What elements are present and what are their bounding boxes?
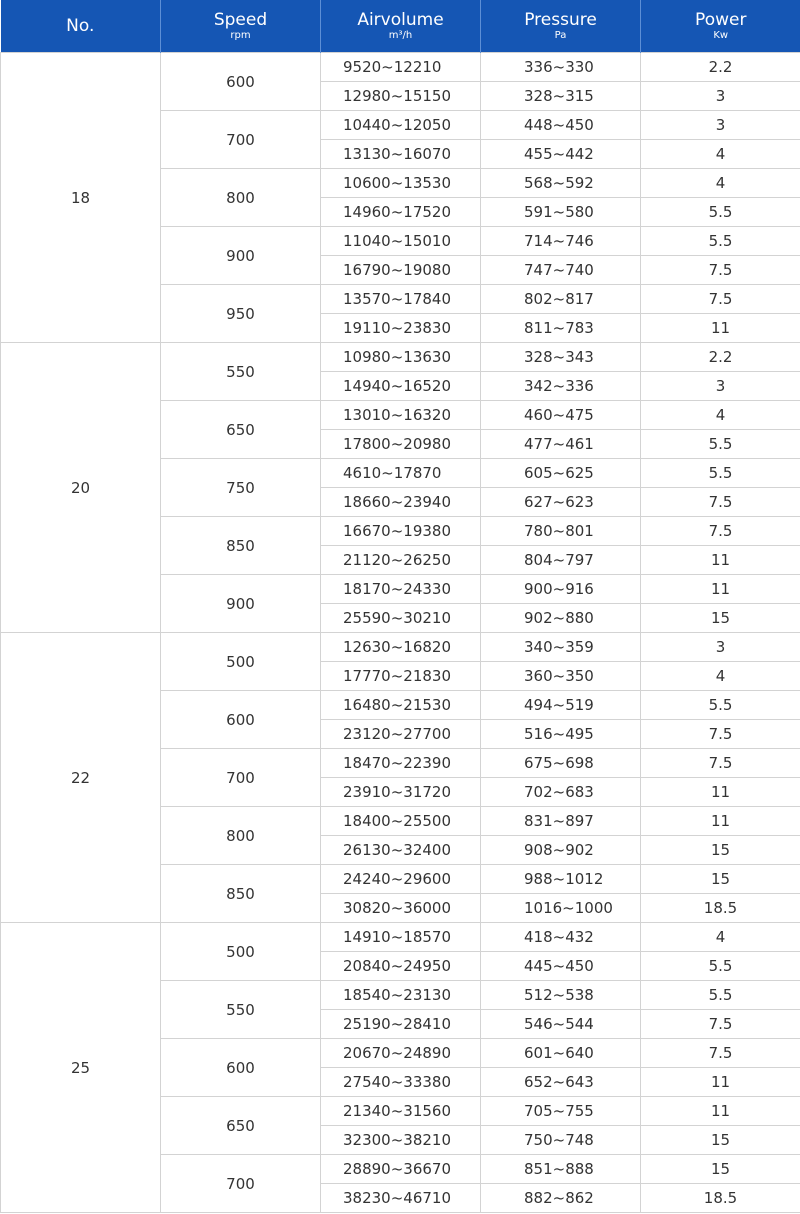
cell-airvolume: 4610~17870 bbox=[321, 459, 481, 488]
header-power-unit: Kw bbox=[713, 30, 729, 41]
cell-power: 7.5 bbox=[641, 720, 800, 749]
cell-power: 3 bbox=[641, 372, 800, 401]
cell-airvolume: 13010~16320 bbox=[321, 401, 481, 430]
header-airvolume-title: Airvolume bbox=[357, 10, 444, 30]
cell-power: 7.5 bbox=[641, 1010, 800, 1039]
cell-power: 15 bbox=[641, 1126, 800, 1155]
cell-speed: 550 bbox=[161, 343, 321, 401]
cell-power: 3 bbox=[641, 111, 800, 140]
cell-pressure: 512~538 bbox=[481, 981, 641, 1010]
table-row bbox=[1, 633, 800, 662]
cell-no: 25 bbox=[1, 923, 161, 1213]
cell-pressure: 900~916 bbox=[481, 575, 641, 604]
cell-power: 5.5 bbox=[641, 198, 800, 227]
cell-pressure: 802~817 bbox=[481, 285, 641, 314]
cell-pressure: 336~330 bbox=[481, 53, 641, 82]
cell-pressure: 494~519 bbox=[481, 691, 641, 720]
cell-speed: 500 bbox=[161, 923, 321, 981]
cell-power: 11 bbox=[641, 1068, 800, 1097]
cell-power: 11 bbox=[641, 575, 800, 604]
cell-pressure: 702~683 bbox=[481, 778, 641, 807]
header-pressure-unit: Pa bbox=[554, 30, 567, 41]
cell-airvolume: 13570~17840 bbox=[321, 285, 481, 314]
header-row bbox=[1, 0, 800, 53]
cell-speed: 700 bbox=[161, 749, 321, 807]
cell-pressure: 342~336 bbox=[481, 372, 641, 401]
cell-power: 4 bbox=[641, 140, 800, 169]
cell-power: 7.5 bbox=[641, 749, 800, 778]
cell-airvolume: 16670~19380 bbox=[321, 517, 481, 546]
cell-pressure: 1016~1000 bbox=[481, 894, 641, 923]
cell-airvolume: 21120~26250 bbox=[321, 546, 481, 575]
cell-speed: 900 bbox=[161, 227, 321, 285]
cell-pressure: 780~801 bbox=[481, 517, 641, 546]
cell-airvolume: 12980~15150 bbox=[321, 82, 481, 111]
cell-airvolume: 32300~38210 bbox=[321, 1126, 481, 1155]
cell-power: 5.5 bbox=[641, 952, 800, 981]
cell-pressure: 851~888 bbox=[481, 1155, 641, 1184]
cell-pressure: 591~580 bbox=[481, 198, 641, 227]
cell-airvolume: 9520~12210 bbox=[321, 53, 481, 82]
cell-power: 3 bbox=[641, 82, 800, 111]
cell-pressure: 652~643 bbox=[481, 1068, 641, 1097]
cell-power: 5.5 bbox=[641, 430, 800, 459]
cell-power: 11 bbox=[641, 1097, 800, 1126]
header-airvolume-unit: m³/h bbox=[388, 30, 413, 41]
cell-power: 5.5 bbox=[641, 981, 800, 1010]
cell-airvolume: 20840~24950 bbox=[321, 952, 481, 981]
cell-airvolume: 38230~46710 bbox=[321, 1184, 481, 1213]
cell-pressure: 675~698 bbox=[481, 749, 641, 778]
cell-speed: 900 bbox=[161, 575, 321, 633]
cell-speed: 650 bbox=[161, 401, 321, 459]
cell-power: 7.5 bbox=[641, 488, 800, 517]
cell-pressure: 360~350 bbox=[481, 662, 641, 691]
cell-speed: 850 bbox=[161, 517, 321, 575]
cell-airvolume: 13130~16070 bbox=[321, 140, 481, 169]
cell-airvolume: 18170~24330 bbox=[321, 575, 481, 604]
cell-power: 15 bbox=[641, 1155, 800, 1184]
cell-airvolume: 24240~29600 bbox=[321, 865, 481, 894]
cell-speed: 950 bbox=[161, 285, 321, 343]
table-row bbox=[1, 923, 800, 952]
cell-power: 7.5 bbox=[641, 256, 800, 285]
table-row bbox=[1, 343, 800, 372]
cell-speed: 700 bbox=[161, 1155, 321, 1213]
cell-pressure: 714~746 bbox=[481, 227, 641, 256]
cell-power: 5.5 bbox=[641, 691, 800, 720]
header-pressure-title: Pressure bbox=[524, 10, 597, 30]
cell-power: 4 bbox=[641, 923, 800, 952]
cell-airvolume: 17770~21830 bbox=[321, 662, 481, 691]
cell-pressure: 902~880 bbox=[481, 604, 641, 633]
cell-airvolume: 25190~28410 bbox=[321, 1010, 481, 1039]
header-power-title: Power bbox=[695, 10, 747, 30]
cell-pressure: 831~897 bbox=[481, 807, 641, 836]
table-header bbox=[1, 0, 800, 53]
cell-power: 5.5 bbox=[641, 227, 800, 256]
cell-power: 4 bbox=[641, 169, 800, 198]
cell-airvolume: 11040~15010 bbox=[321, 227, 481, 256]
cell-airvolume: 16480~21530 bbox=[321, 691, 481, 720]
cell-pressure: 605~625 bbox=[481, 459, 641, 488]
header-power bbox=[641, 0, 800, 53]
cell-pressure: 455~442 bbox=[481, 140, 641, 169]
cell-pressure: 516~495 bbox=[481, 720, 641, 749]
cell-airvolume: 27540~33380 bbox=[321, 1068, 481, 1097]
header-airvolume bbox=[321, 0, 481, 53]
cell-speed: 800 bbox=[161, 169, 321, 227]
cell-pressure: 568~592 bbox=[481, 169, 641, 198]
cell-pressure: 418~432 bbox=[481, 923, 641, 952]
cell-power: 18.5 bbox=[641, 894, 800, 923]
cell-power: 11 bbox=[641, 314, 800, 343]
cell-airvolume: 18540~23130 bbox=[321, 981, 481, 1010]
cell-power: 7.5 bbox=[641, 1039, 800, 1068]
cell-pressure: 811~783 bbox=[481, 314, 641, 343]
cell-speed: 850 bbox=[161, 865, 321, 923]
cell-power: 15 bbox=[641, 604, 800, 633]
cell-pressure: 627~623 bbox=[481, 488, 641, 517]
cell-airvolume: 14910~18570 bbox=[321, 923, 481, 952]
cell-speed: 700 bbox=[161, 111, 321, 169]
cell-speed: 600 bbox=[161, 53, 321, 111]
cell-airvolume: 23910~31720 bbox=[321, 778, 481, 807]
cell-pressure: 988~1012 bbox=[481, 865, 641, 894]
cell-power: 11 bbox=[641, 546, 800, 575]
cell-power: 3 bbox=[641, 633, 800, 662]
cell-pressure: 460~475 bbox=[481, 401, 641, 430]
cell-airvolume: 21340~31560 bbox=[321, 1097, 481, 1126]
table-row bbox=[1, 53, 800, 82]
cell-power: 11 bbox=[641, 807, 800, 836]
header-no bbox=[1, 0, 161, 53]
cell-power: 7.5 bbox=[641, 285, 800, 314]
cell-airvolume: 14940~16520 bbox=[321, 372, 481, 401]
cell-pressure: 747~740 bbox=[481, 256, 641, 285]
cell-airvolume: 30820~36000 bbox=[321, 894, 481, 923]
cell-power: 18.5 bbox=[641, 1184, 800, 1213]
cell-speed: 600 bbox=[161, 691, 321, 749]
cell-no: 18 bbox=[1, 53, 161, 343]
header-speed-title: Speed bbox=[213, 10, 268, 30]
cell-airvolume: 10440~12050 bbox=[321, 111, 481, 140]
cell-pressure: 908~902 bbox=[481, 836, 641, 865]
cell-airvolume: 18470~22390 bbox=[321, 749, 481, 778]
cell-power: 2.2 bbox=[641, 343, 800, 372]
header-no-title: No. bbox=[66, 16, 95, 36]
cell-pressure: 340~359 bbox=[481, 633, 641, 662]
cell-airvolume: 28890~36670 bbox=[321, 1155, 481, 1184]
cell-speed: 750 bbox=[161, 459, 321, 517]
cell-pressure: 445~450 bbox=[481, 952, 641, 981]
cell-pressure: 328~343 bbox=[481, 343, 641, 372]
cell-pressure: 750~748 bbox=[481, 1126, 641, 1155]
cell-no: 20 bbox=[1, 343, 161, 633]
cell-airvolume: 25590~30210 bbox=[321, 604, 481, 633]
cell-airvolume: 12630~16820 bbox=[321, 633, 481, 662]
cell-pressure: 477~461 bbox=[481, 430, 641, 459]
cell-airvolume: 23120~27700 bbox=[321, 720, 481, 749]
cell-speed: 650 bbox=[161, 1097, 321, 1155]
cell-power: 15 bbox=[641, 836, 800, 865]
header-speed-unit: rpm bbox=[230, 30, 251, 41]
cell-speed: 600 bbox=[161, 1039, 321, 1097]
cell-power: 7.5 bbox=[641, 517, 800, 546]
cell-airvolume: 19110~23830 bbox=[321, 314, 481, 343]
cell-power: 5.5 bbox=[641, 459, 800, 488]
table-body bbox=[1, 53, 800, 1213]
header-pressure bbox=[481, 0, 641, 53]
cell-pressure: 601~640 bbox=[481, 1039, 641, 1068]
cell-airvolume: 14960~17520 bbox=[321, 198, 481, 227]
cell-pressure: 328~315 bbox=[481, 82, 641, 111]
cell-airvolume: 16790~19080 bbox=[321, 256, 481, 285]
cell-pressure: 804~797 bbox=[481, 546, 641, 575]
cell-airvolume: 17800~20980 bbox=[321, 430, 481, 459]
cell-power: 11 bbox=[641, 778, 800, 807]
cell-speed: 800 bbox=[161, 807, 321, 865]
cell-pressure: 546~544 bbox=[481, 1010, 641, 1039]
cell-airvolume: 18400~25500 bbox=[321, 807, 481, 836]
cell-airvolume: 26130~32400 bbox=[321, 836, 481, 865]
cell-pressure: 882~862 bbox=[481, 1184, 641, 1213]
cell-no: 22 bbox=[1, 633, 161, 923]
cell-airvolume: 18660~23940 bbox=[321, 488, 481, 517]
cell-airvolume: 20670~24890 bbox=[321, 1039, 481, 1068]
cell-speed: 500 bbox=[161, 633, 321, 691]
cell-pressure: 705~755 bbox=[481, 1097, 641, 1126]
header-speed bbox=[161, 0, 321, 53]
cell-airvolume: 10980~13630 bbox=[321, 343, 481, 372]
cell-pressure: 448~450 bbox=[481, 111, 641, 140]
cell-speed: 550 bbox=[161, 981, 321, 1039]
cell-power: 15 bbox=[641, 865, 800, 894]
cell-power: 4 bbox=[641, 662, 800, 691]
cell-airvolume: 10600~13530 bbox=[321, 169, 481, 198]
cell-power: 2.2 bbox=[641, 53, 800, 82]
cell-power: 4 bbox=[641, 401, 800, 430]
